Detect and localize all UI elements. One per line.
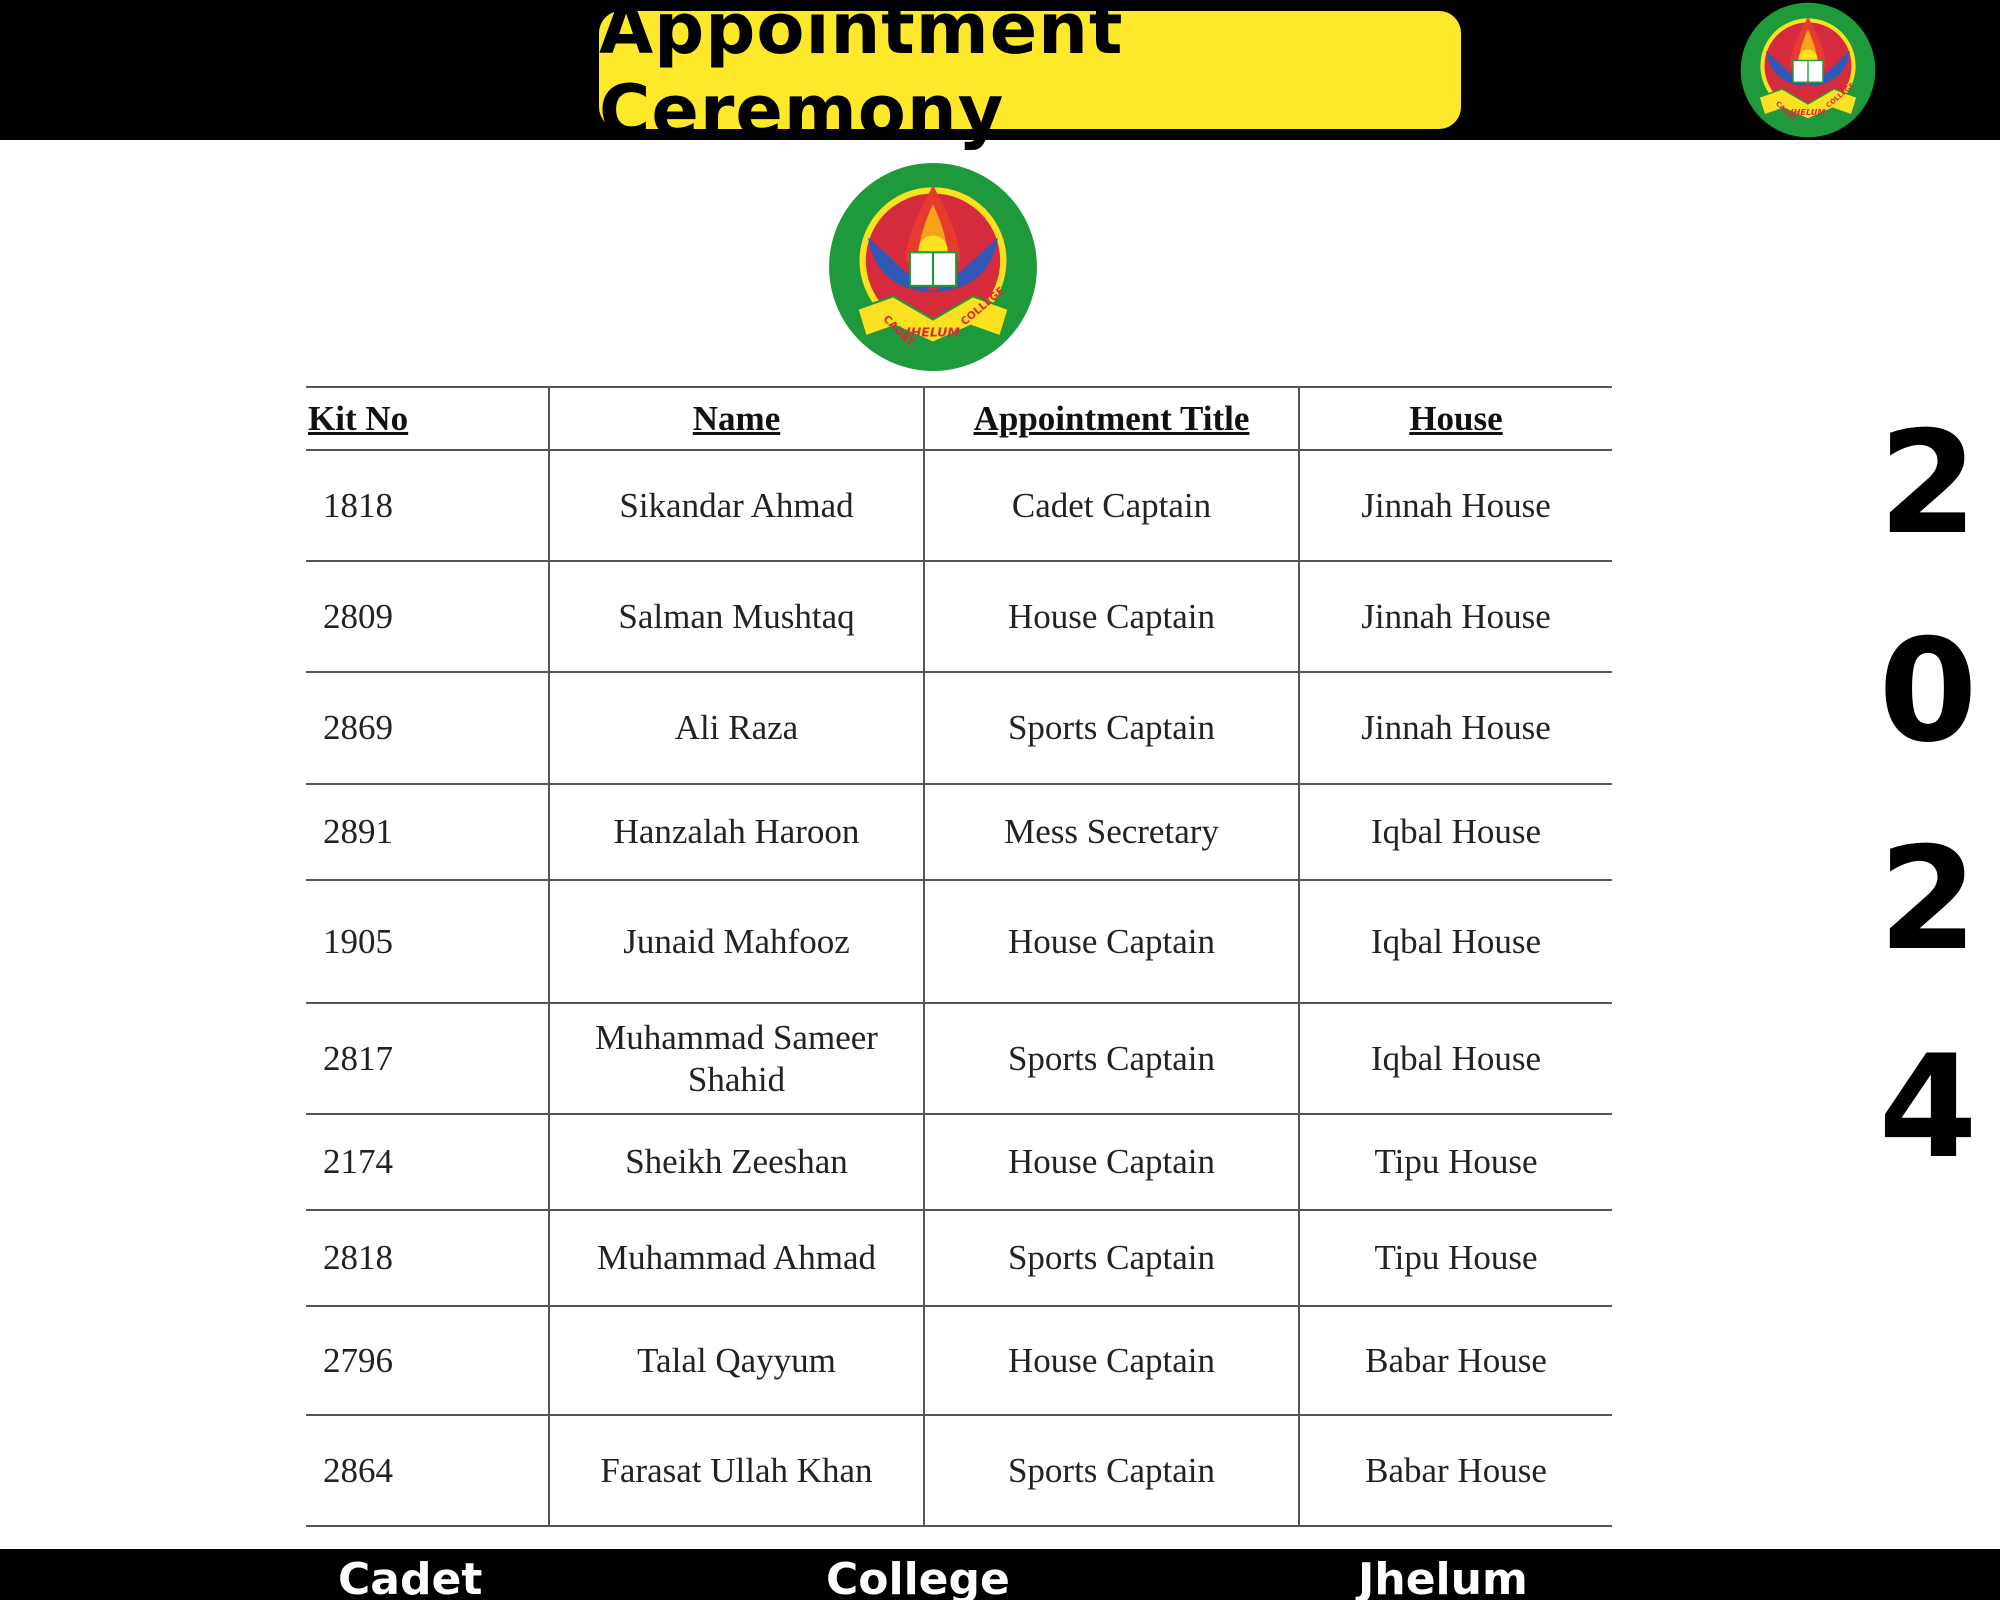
kit-no-cell: 2864 [306, 1415, 549, 1526]
house-cell: Babar House [1299, 1306, 1612, 1415]
name-cell: Ali Raza [549, 672, 924, 784]
table-header-row [306, 387, 1612, 450]
kit-no-cell: 1818 [306, 450, 549, 561]
kit-no-cell: 2174 [306, 1114, 549, 1210]
year-vertical [1868, 380, 1988, 1212]
footer-word-college: College [826, 1554, 1010, 1605]
page-title: Appointment Ceremony [599, 11, 1461, 129]
kit-no-cell: 2818 [306, 1210, 549, 1306]
header-appointment-title: Appointment Title [924, 387, 1299, 450]
table-row [306, 561, 1612, 672]
header-kit-no: Kit No [306, 387, 549, 450]
house-cell: Iqbal House [1299, 1003, 1612, 1114]
college-crest-icon [1740, 2, 1876, 138]
footer-word-jhelum: Jhelum [1358, 1554, 1528, 1605]
name-cell: Sheikh Zeeshan [549, 1114, 924, 1210]
kit-no-cell: 2796 [306, 1306, 549, 1415]
name-cell: Sikandar Ahmad [549, 450, 924, 561]
college-crest-large-icon [828, 162, 1038, 372]
name-cell: Farasat Ullah Khan [549, 1415, 924, 1526]
kit-no-cell: 2869 [306, 672, 549, 784]
kit-no-cell: 1905 [306, 880, 549, 1003]
name-cell: Junaid Mahfooz [549, 880, 924, 1003]
year-digit: 4 [1878, 1025, 1978, 1190]
appointment-cell: Sports Captain [924, 1003, 1299, 1114]
kit-no-cell: 2817 [306, 1003, 549, 1114]
appointment-cell: House Captain [924, 880, 1299, 1003]
name-cell: Muhammad Ahmad [549, 1210, 924, 1306]
year-digit: 0 [1878, 609, 1978, 774]
house-cell: Jinnah House [1299, 561, 1612, 672]
appointment-cell: House Captain [924, 561, 1299, 672]
name-cell: Salman Mushtaq [549, 561, 924, 672]
name-cell: Hanzalah Haroon [549, 784, 924, 880]
table-row [306, 1114, 1612, 1210]
header-house: House [1299, 387, 1612, 450]
table-row [306, 450, 1612, 561]
house-cell: Tipu House [1299, 1210, 1612, 1306]
house-cell: Jinnah House [1299, 672, 1612, 784]
house-cell: Iqbal House [1299, 880, 1612, 1003]
appointment-cell: Mess Secretary [924, 784, 1299, 880]
table-row [306, 1003, 1612, 1114]
appointment-table [306, 386, 1612, 1527]
year-digit: 2 [1878, 817, 1978, 982]
table-row [306, 1415, 1612, 1526]
appointment-cell: Sports Captain [924, 672, 1299, 784]
name-cell: Muhammad Sameer Shahid [549, 1003, 924, 1114]
appointment-cell: Cadet Captain [924, 450, 1299, 561]
house-cell: Jinnah House [1299, 450, 1612, 561]
table-row [306, 672, 1612, 784]
footer-word-cadet: Cadet [338, 1554, 483, 1605]
table-row [306, 1210, 1612, 1306]
house-cell: Tipu House [1299, 1114, 1612, 1210]
house-cell: Iqbal House [1299, 784, 1612, 880]
appointment-cell: Sports Captain [924, 1210, 1299, 1306]
appointment-cell: House Captain [924, 1306, 1299, 1415]
table-row [306, 880, 1612, 1003]
year-digit: 2 [1878, 401, 1978, 566]
house-cell: Babar House [1299, 1415, 1612, 1526]
kit-no-cell: 2809 [306, 561, 549, 672]
top-banner [0, 0, 2000, 152]
footer-bar [0, 1549, 2000, 1605]
appointment-cell: House Captain [924, 1114, 1299, 1210]
kit-no-cell: 2891 [306, 784, 549, 880]
table-row [306, 1306, 1612, 1415]
name-cell: Talal Qayyum [549, 1306, 924, 1415]
header-name: Name [549, 387, 924, 450]
appointment-cell: Sports Captain [924, 1415, 1299, 1526]
table-row [306, 784, 1612, 880]
